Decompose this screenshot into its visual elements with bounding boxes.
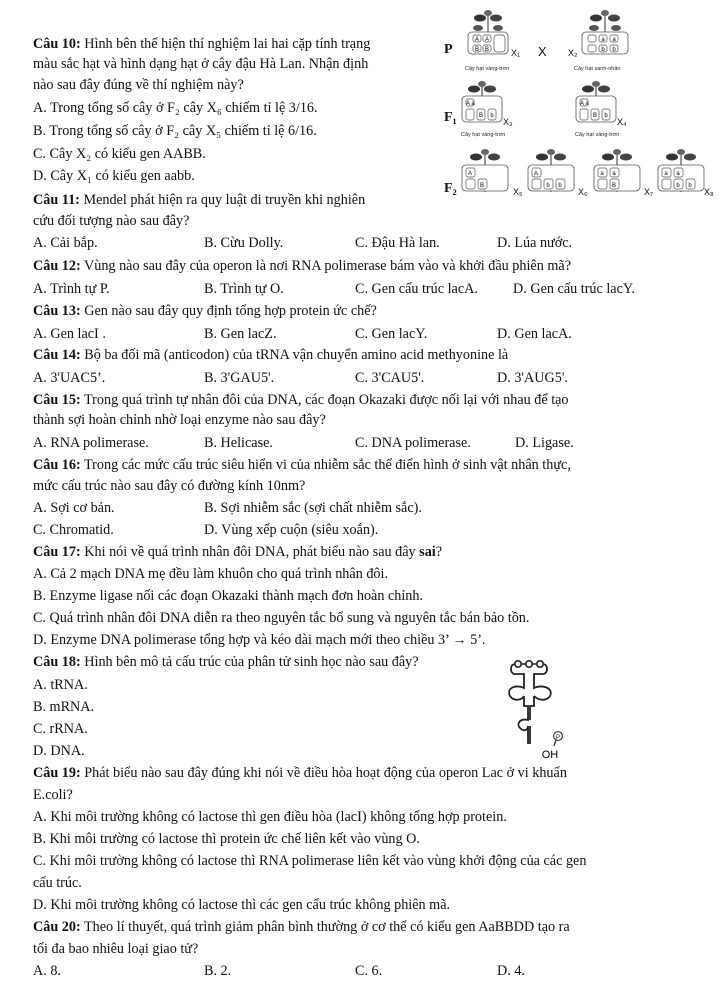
caption-x2: Cây hạt xanh-nhăn — [574, 66, 621, 72]
gen-label-p: P — [444, 42, 453, 57]
q18-option-d: D. DNA. — [33, 743, 85, 759]
plant-x1 — [466, 8, 510, 64]
allele: b — [676, 183, 680, 189]
plant-x7 — [592, 148, 642, 202]
q12-option-b: B. Trình tự O. — [204, 281, 284, 297]
q15-option-a: A. RNA polimerase. — [33, 435, 149, 451]
q19-option-d: D. Khi môi trường không có lactose thì các gen cấu trúc không phiên mã. — [33, 897, 451, 913]
q14-option-d: D. 3'AUG5'. — [497, 370, 568, 386]
plant-label-x5: X₅ — [513, 187, 523, 197]
q11-line-1 — [33, 191, 365, 210]
plant-x8 — [656, 148, 706, 202]
q18-text: Hình bên mô tả cấu trúc của phân tử sinh học nào sau đây? — [80, 654, 419, 670]
allele: a — [664, 171, 668, 177]
q20-number: Câu 20: — [33, 919, 81, 935]
q17-option-d: D. Enzyme DNA polimerase tổng hợp và kéo dài mạch mới theo chiều 3’ → 5’. — [33, 632, 486, 648]
q17-emphasis: sai — [419, 544, 436, 560]
q13-option-d: D. Gen lacA. — [497, 326, 572, 342]
q14-option-c: C. 3'CAU5'. — [355, 370, 425, 386]
q12-option-d: D. Gen cấu trúc lacY. — [513, 281, 635, 297]
q16-option-a: A. Sợi cơ bản. — [33, 500, 115, 516]
allele: a — [601, 37, 605, 43]
q17-text-end: ? — [435, 544, 443, 560]
q16-text-1: Trong các mức cấu trúc siêu hiển vi của nhiễm sắc thể điển hình ở sinh vật nhân thực, — [80, 457, 571, 473]
allele: a — [676, 171, 680, 177]
q15-text-1: Trong quá trình tự nhân đôi của DNA, các đoạn Okazaki được nối lại với nhau để tạo — [80, 392, 569, 408]
q13-option-c: C. Gen lacY. — [355, 326, 428, 342]
allele: B — [474, 47, 480, 53]
q13-stem — [33, 302, 377, 321]
allele: B — [479, 183, 485, 189]
q17-option-b: B. Enzyme ligase nối các đoạn Okazaki thành mạch đơn hoàn chỉnh. — [33, 588, 424, 604]
q19-option-c-cont: cấu trúc. — [33, 875, 82, 891]
allele: b — [546, 183, 550, 189]
q12-text: Vùng nào sau đây của operon là nơi RNA polimerase bám vào và khởi đầu phiên mã? — [80, 258, 571, 274]
allele: a — [471, 101, 475, 107]
plant-x2 — [580, 8, 630, 64]
q19-option-c: C. Khi môi trường không có lactose thì RNA polimerase liên kết vào vùng khởi động của các gen — [33, 853, 587, 869]
phosphate-label: P — [555, 735, 561, 741]
trna-cloverleaf-figure — [500, 654, 580, 762]
allele: b — [612, 47, 616, 53]
allele: A — [579, 101, 585, 107]
allele: A — [467, 171, 473, 177]
pea-plant-icon — [592, 148, 642, 196]
q16-line-1 — [33, 456, 571, 475]
q10-option-b: B. Trong tổng số cây ở F₂ cây X₅ chiếm tỉ lệ 6/16. — [33, 123, 317, 139]
q19-line-1 — [33, 764, 567, 783]
allele: a — [600, 171, 604, 177]
allele: a — [612, 171, 616, 177]
q11-option-b: B. Cừu Dolly. — [204, 235, 284, 251]
q17-option-c: C. Quá trình nhân đôi DNA diễn ra theo nguyên tắc bổ sung và nguyên tắc bán bảo tồn. — [33, 610, 530, 626]
q15-option-c: C. DNA polimerase. — [355, 435, 471, 451]
q18-option-b: B. mRNA. — [33, 699, 95, 715]
plant-label-x3: X₃ — [503, 117, 513, 127]
pea-plant-icon — [526, 148, 576, 196]
q19-option-a: A. Khi môi trường không có lactose thì gen điều hòa (lacI) không tổng hợp protein. — [33, 809, 507, 825]
q10-option-a: A. Trong tổng số cây ở F₂ cây X₆ chiếm tỉ lệ 3/16. — [33, 100, 318, 116]
q11-option-c: C. Đậu Hà lan. — [355, 235, 440, 251]
allele: A — [533, 171, 539, 177]
q16-line-2: mức cấu trúc nào sau đây có đường kính 10nm? — [33, 478, 306, 494]
q10-text-1: Hình bên thể hiện thí nghiệm lai hai cặp tính trạng — [80, 36, 371, 52]
q17-number: Câu 17: — [33, 544, 81, 560]
q19-line-2: E.coli? — [33, 787, 73, 803]
plant-x6 — [526, 148, 576, 202]
q14-option-b: B. 3'GAU5'. — [204, 370, 275, 386]
plant-x4 — [574, 80, 618, 132]
q20-option-a: A. 8. — [33, 963, 61, 979]
allele: b — [558, 183, 562, 189]
q20-line-1 — [33, 918, 570, 937]
q20-option-b: B. 2. — [204, 963, 232, 979]
q13-option-a: A. Gen lacI . — [33, 326, 106, 342]
allele: b — [688, 183, 692, 189]
plant-x3 — [460, 80, 504, 132]
plant-label-x1: X₁ — [511, 48, 521, 58]
q11-line-2: cứu đối tượng nào sau đây? — [33, 213, 190, 229]
q15-option-d: D. Ligase. — [515, 435, 574, 451]
allele: a — [585, 101, 589, 107]
q18-stem — [33, 653, 419, 672]
allele: B — [478, 113, 484, 119]
q19-option-b: B. Khi môi trường có lactose thì protein ức chế liên kết vào vùng O. — [33, 831, 420, 847]
gen-label-f2: F₂ — [444, 181, 457, 196]
q15-line-1 — [33, 391, 569, 410]
q18-option-a: A. tRNA. — [33, 677, 88, 693]
pea-plant-icon — [460, 80, 504, 126]
allele: A — [474, 37, 480, 43]
plant-label-x8: X₈ — [704, 187, 714, 197]
q20-option-d: D. 4. — [497, 963, 525, 979]
allele: B — [592, 113, 598, 119]
q14-option-a: A. 3'UAC5’. — [33, 370, 106, 386]
plant-label-x6: X₆ — [578, 187, 588, 197]
plant-label-x7: X₇ — [644, 187, 654, 197]
q12-number: Câu 12: — [33, 258, 81, 274]
q12-option-c: C. Gen cấu trúc lacA. — [355, 281, 478, 297]
allele: A — [484, 37, 490, 43]
q20-option-c: C. 6. — [355, 963, 383, 979]
q16-option-c: C. Chromatid. — [33, 522, 114, 538]
allele: b — [490, 113, 494, 119]
q11-text-1: Mendel phát hiện ra quy luật di truyền khi nghiên — [79, 192, 366, 208]
caption-x3: Cây hạt vàng-trơn — [461, 132, 506, 138]
q17-option-a: A. Cả 2 mạch DNA mẹ đều làm khuôn cho quá trình nhân đôi. — [33, 566, 389, 582]
q13-option-b: B. Gen lacZ. — [204, 326, 277, 342]
allele: B — [611, 183, 617, 189]
q10-line-1 — [33, 35, 370, 54]
q19-text-1: Phát biểu nào sau đây đúng khi nói về điều hòa hoạt động của operon Lac ở vi khuẩn — [80, 765, 567, 781]
q13-number: Câu 13: — [33, 303, 81, 319]
q10-line-3: nào sau đây đúng về thí nghiệm này? — [33, 77, 244, 93]
pea-plant-icon — [656, 148, 706, 196]
allele: A — [465, 101, 471, 107]
q15-line-2: thành sợi hoàn chỉnh nhờ loại enzyme nào sau đây? — [33, 412, 326, 428]
q16-option-d: D. Vùng xếp cuộn (siêu xoắn). — [204, 522, 379, 538]
q14-number: Câu 14: — [33, 347, 81, 363]
q12-stem — [33, 257, 571, 276]
plant-label-x2: X₂ — [568, 48, 578, 58]
q20-text-1: Theo lí thuyết, quá trình giảm phân bình thường ở cơ thể có kiểu gen AaBBDD tạo ra — [80, 919, 570, 935]
q19-number: Câu 19: — [33, 765, 81, 781]
q11-number: Câu 11: — [33, 192, 80, 208]
q12-option-a: A. Trình tự P. — [33, 281, 110, 297]
q11-option-d: D. Lúa nước. — [497, 235, 573, 251]
q17-text: Khi nói về quá trình nhân đôi DNA, phát biểu nào sau đây — [80, 544, 420, 560]
q10-option-c: C. Cây X₂ có kiểu gen AABB. — [33, 146, 206, 162]
allele: B — [484, 47, 490, 53]
q18-number: Câu 18: — [33, 654, 81, 670]
q15-option-b: B. Helicase. — [204, 435, 273, 451]
pea-plant-icon — [460, 148, 510, 196]
q10-option-d: D. Cây X₁ có kiểu gen aabb. — [33, 168, 195, 184]
q17-stem — [33, 543, 442, 562]
q13-text: Gen nào sau đây quy định tổng hợp protein ức chế? — [80, 303, 377, 319]
allele: b — [601, 47, 605, 53]
allele: a — [612, 37, 616, 43]
allele: b — [604, 113, 608, 119]
caption-x1: Cây hạt vàng-trơn — [465, 66, 510, 72]
pea-plant-icon — [466, 8, 510, 58]
q10-line-2: màu sắc hạt và hình dạng hạt ở cây đậu Hà Lan. Nhận định — [33, 56, 369, 72]
q15-number: Câu 15: — [33, 392, 81, 408]
hydroxyl-label: OH — [541, 749, 559, 761]
pea-plant-icon — [574, 80, 618, 126]
q14-stem — [33, 346, 508, 365]
q18-option-c: C. rRNA. — [33, 721, 88, 737]
plant-x5 — [460, 148, 510, 202]
q16-option-b: B. Sợi nhiễm sắc (sợi chất nhiễm sắc). — [204, 500, 422, 516]
cross-symbol: X — [538, 44, 547, 59]
q14-text: Bộ ba đối mã (anticodon) của tRNA vận chuyển amino acid methyonine là — [80, 347, 509, 363]
q10-number: Câu 10: — [33, 36, 81, 52]
caption-x4: Cây hạt vàng-trơn — [575, 132, 620, 138]
plant-label-x4: X₄ — [617, 117, 627, 127]
gen-label-f1: F₁ — [444, 110, 457, 125]
q11-option-a: A. Cải bắp. — [33, 235, 98, 251]
pea-plant-icon — [580, 8, 630, 58]
q16-number: Câu 16: — [33, 457, 81, 473]
q20-line-2: tối đa bao nhiêu loại giao tử? — [33, 941, 199, 957]
